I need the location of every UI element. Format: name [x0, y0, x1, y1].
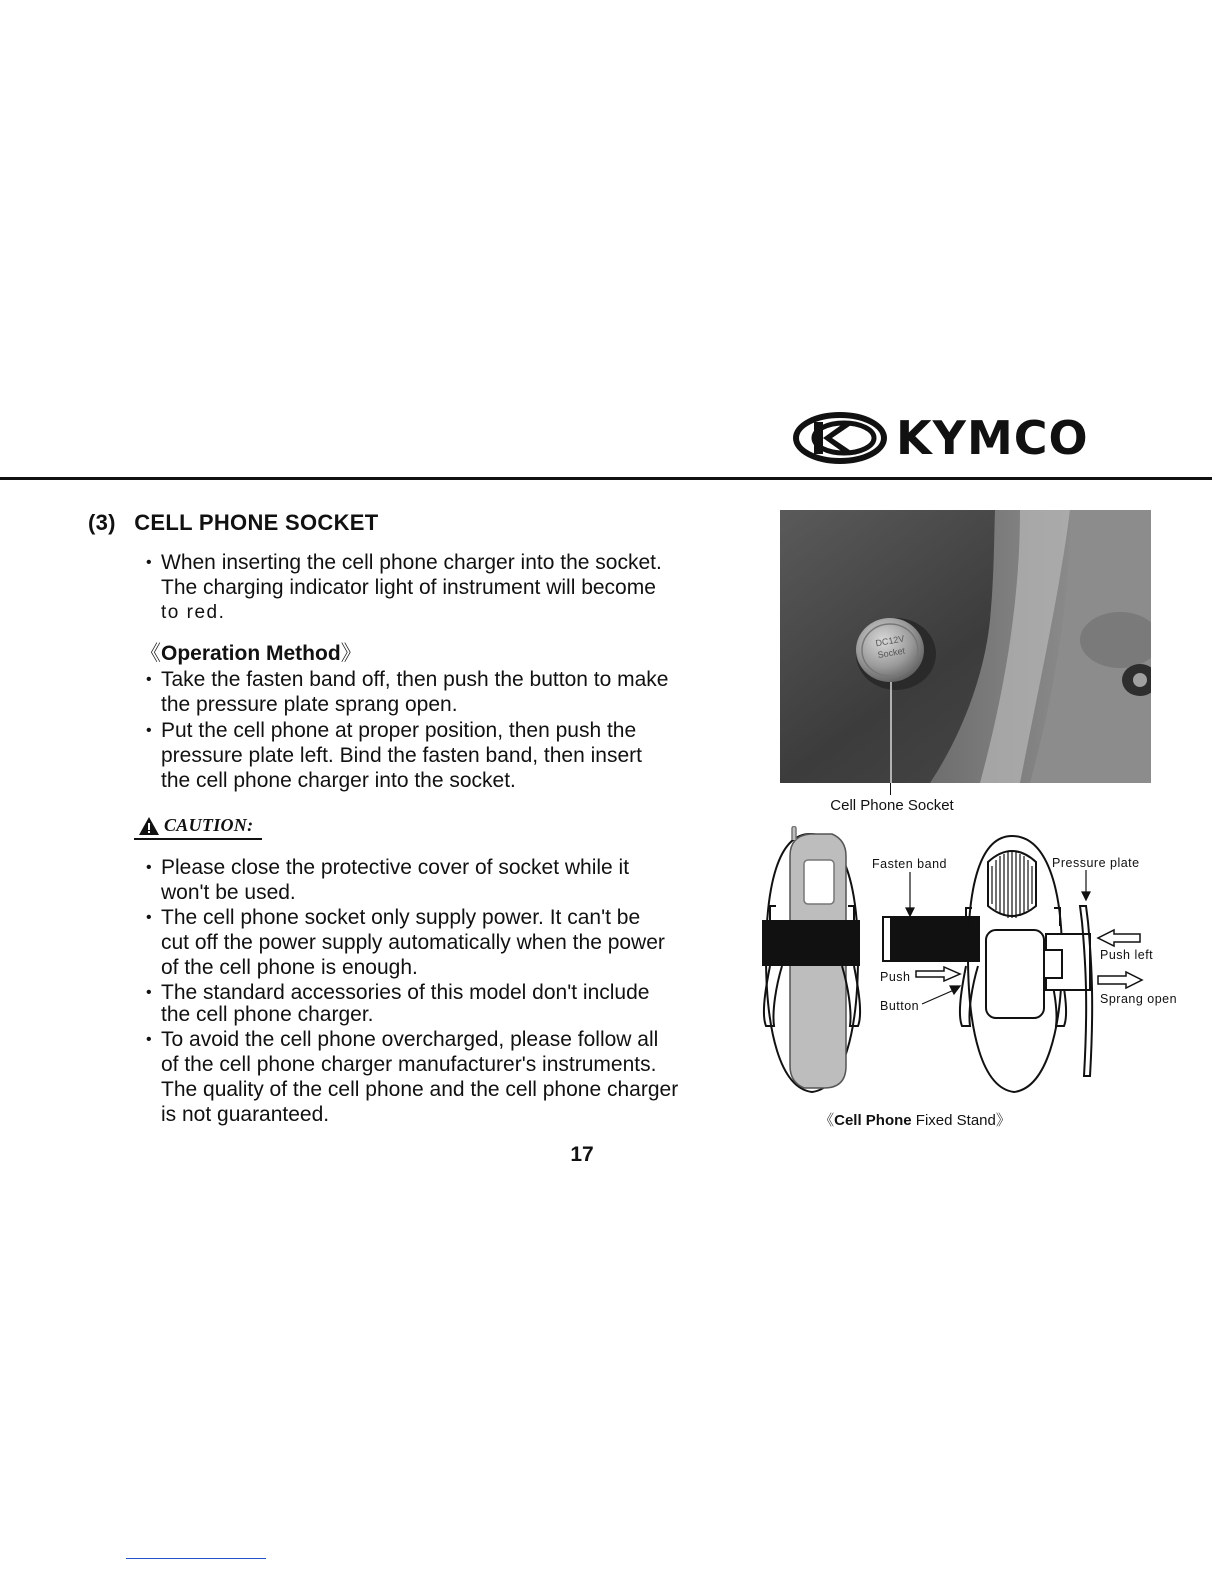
- bracket-close: 》: [340, 642, 362, 665]
- caption-rest-text: Fixed Stand: [911, 1112, 996, 1129]
- caption-bracket-close: 》: [995, 1112, 1011, 1129]
- page-number: 17: [570, 1143, 594, 1166]
- operation-method-title: Operation Method: [161, 642, 341, 665]
- socket-leader-line: [890, 783, 891, 795]
- caption-bracket-open: 《: [819, 1112, 835, 1129]
- intro-paragraph: [161, 550, 731, 625]
- push-left-label: Push left: [1100, 948, 1154, 962]
- caution-item: [161, 855, 731, 905]
- step-line: • Put the cell phone at proper position, then push the: [161, 719, 637, 742]
- socket-cap-text-2: Socket: [876, 645, 906, 661]
- caution-line: won't be used.: [161, 881, 296, 904]
- bracket-open: 《: [140, 642, 161, 665]
- footer-link-underline: [126, 1558, 266, 1559]
- caution-item: [161, 1027, 731, 1127]
- caution-line: cut off the power supply automatically when the power: [161, 931, 665, 954]
- caution-item: [161, 905, 731, 980]
- caution-line: the cell phone charger.: [161, 1003, 374, 1026]
- caution-underline: [134, 838, 262, 840]
- intro-line: • When inserting the cell phone charger into the socket.: [161, 551, 662, 574]
- sprang-open-label: Sprang open: [1100, 992, 1178, 1006]
- step-line: pressure plate left. Bind the fasten band, then insert: [161, 744, 642, 767]
- step-line: the cell phone charger into the socket.: [161, 769, 516, 792]
- caution-line: • The standard accessories of this model don't include: [161, 981, 650, 1004]
- section-number: (3): [88, 510, 116, 535]
- section-title: CELL PHONE SOCKET: [134, 510, 379, 535]
- caution-line: is not guaranteed.: [161, 1103, 330, 1126]
- step-line: the pressure plate sprang open.: [161, 693, 458, 716]
- kymco-emblem-icon: [792, 412, 888, 464]
- intro-line: to red.: [161, 602, 226, 623]
- socket-cap-text-1: DC12V: [874, 633, 906, 649]
- operation-step: [161, 718, 731, 793]
- pressure-plate-label: Pressure plate: [1052, 856, 1140, 870]
- caution-items: [161, 855, 731, 1127]
- brand-name: KYMCO: [896, 411, 1089, 465]
- fasten-band-label: Fasten band: [872, 857, 947, 871]
- intro-line: The charging indicator light of instrument will become: [161, 576, 656, 599]
- caution-label-block: [134, 814, 264, 840]
- button-label: Button: [880, 999, 920, 1013]
- caution-line: • Please close the protective cover of socket while it: [161, 856, 630, 879]
- caution-line: The quality of the cell phone and the cell phone charger: [161, 1078, 679, 1101]
- section-heading: [88, 510, 379, 536]
- header-divider: [0, 477, 1212, 480]
- fixed-stand-caption: [760, 1109, 1070, 1130]
- fixed-stand-diagram: [754, 826, 1194, 1108]
- caution-line: of the cell phone is enough.: [161, 956, 418, 979]
- caution-line: of the cell phone charger manufacturer's instruments.: [161, 1053, 657, 1076]
- step-line: • Take the fasten band off, then push the button to make: [161, 668, 669, 691]
- caution-item: [161, 980, 731, 1027]
- warning-triangle-icon: [138, 816, 160, 836]
- operation-method-heading: [140, 637, 362, 667]
- caution-line: • The cell phone socket only supply power. It can't be: [161, 906, 641, 929]
- caution-line: • To avoid the cell phone overcharged, please follow all: [161, 1028, 659, 1051]
- cell-phone-socket-photo: [780, 510, 1151, 783]
- push-label: Push: [880, 970, 911, 984]
- operation-step: [161, 667, 731, 717]
- caution-label: CAUTION:: [164, 815, 254, 835]
- intro-bullet: [161, 550, 731, 625]
- caption-bold-text: Cell Phone: [834, 1112, 912, 1129]
- operation-steps: [161, 667, 731, 794]
- kymco-logo: [792, 410, 1102, 468]
- socket-photo-caption: Cell Phone Socket: [830, 797, 954, 814]
